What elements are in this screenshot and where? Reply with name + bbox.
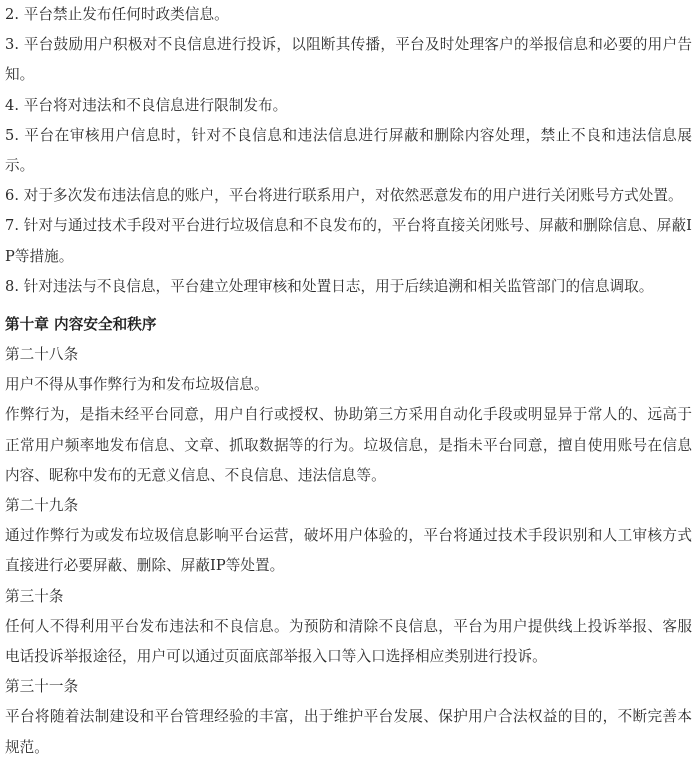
article-30-paragraph-1: 任何人不得利用平台发布违法和不良信息。为预防和清除不良信息，平台为用户提供线上投诉举报、客服电话投诉举报途径，用户可以通过页面底部举报入口等入口选择相应类别进行投诉。 [5, 617, 692, 666]
list-item-8: 8. 针对违法与不良信息，平台建立处理审核和处置日志，用于后续追溯和相关监管部门的信息调取。 [5, 277, 654, 295]
article-28-paragraph-2: 作弊行为，是指未经平台同意，用户自行或授权、协助第三方采用自动化手段或明显异于常人的、远高于正常用户频率地发布信息、文章、抓取数据等的行为。垃圾信息，是指未平台同意，擅自使用账号在信息内容、昵称中发布的无意义信息、不良信息、违法信息等。 [5, 406, 692, 484]
article-heading-29: 第二十九条 [5, 497, 79, 515]
list-item-2: 2. 平台禁止发布任何时政类信息。 [5, 6, 229, 23]
article-heading-31: 第三十一条 [5, 678, 79, 696]
article-heading-30: 第三十条 [5, 587, 64, 605]
article-28-paragraph-1: 用户不得从事作弊行为和发布垃圾信息。 [5, 376, 269, 394]
list-item-3: 3. 平台鼓励用户积极对不良信息进行投诉，以阻断其传播，平台及时处理客户的举报信息和必要的用户告知。 [5, 36, 692, 84]
list-item-4: 4. 平台将对违法和不良信息进行限制发布。 [5, 96, 288, 114]
list-item-7: 7. 针对与通过技术手段对平台进行垃圾信息和不良发布的，平台将直接关闭账号、屏蔽和删除信息、屏蔽IP等措施。 [5, 217, 692, 265]
article-29-paragraph-1: 通过作弊行为或发布垃圾信息影响平台运营，破坏用户体验的，平台将通过技术手段识别和人工审核方式直接进行必要屏蔽、删除、屏蔽IP等处置。 [5, 527, 692, 575]
chapter-title: 第十章 内容安全和秩序 [5, 316, 157, 334]
list-item-5: 5. 平台在审核用户信息时，针对不良信息和违法信息进行屏蔽和删除内容处理，禁止不良和违法信息展示。 [5, 126, 692, 175]
article-heading-28: 第二十八条 [5, 346, 79, 364]
article-31-paragraph-1: 平台将随着法制建设和平台管理经验的丰富，出于维护平台发展、保护用户合法权益的目的，不断完善本规范。 [5, 708, 692, 756]
list-item-6: 6. 对于多次发布违法信息的账户，平台将进行联系用户，对依然恶意发布的用户进行关闭账号方式处置。 [5, 187, 683, 205]
